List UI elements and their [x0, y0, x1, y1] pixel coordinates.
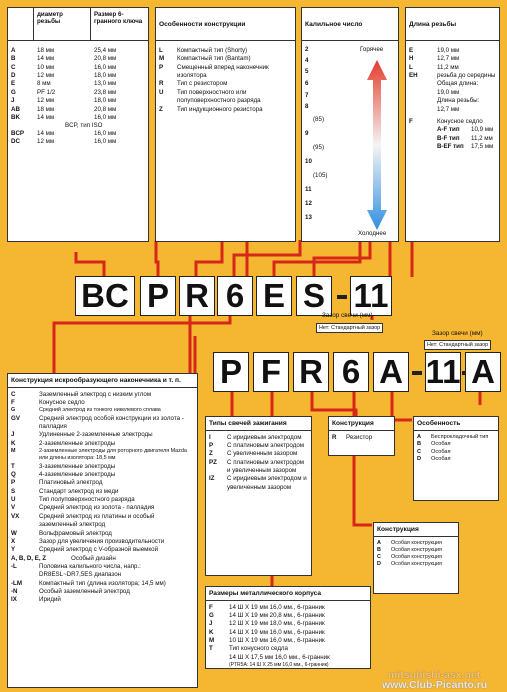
- table-row: [8, 130, 148, 138]
- thread-diameter: PF 1/2: [37, 88, 56, 96]
- row-value: Вольфрамовый электрод: [39, 529, 112, 537]
- row-key: P: [159, 63, 164, 71]
- row-value: резьба до середины: [437, 72, 496, 80]
- wrench-size-header: Размер 6-гранного ключа: [94, 11, 143, 26]
- row-key: M: [11, 448, 16, 455]
- row-key: A-F тип: [437, 126, 460, 134]
- heat-number: 2: [305, 46, 309, 53]
- table-row: [8, 114, 148, 122]
- total-length-label: Общая длина:: [437, 80, 479, 88]
- row-key: D: [417, 456, 422, 463]
- wrench-size: 13,0 мм: [94, 80, 117, 88]
- code-cell: R: [179, 276, 215, 316]
- thread-diameter: 12 мм: [37, 97, 55, 105]
- row-key: P: [209, 441, 214, 449]
- thread-diameter: 10 мм: [37, 63, 55, 71]
- watermark-1: mitsubishi-asx.net: [388, 669, 481, 681]
- row-value: С платиновым электродом и увеличенным зазором: [227, 458, 305, 475]
- table-row: [437, 143, 496, 151]
- row-key: D: [377, 561, 381, 568]
- row-key: -N: [11, 588, 18, 596]
- row-value: Резистор: [346, 433, 373, 441]
- row-key: K: [11, 439, 16, 447]
- table-row: [209, 629, 367, 637]
- table-row: [159, 55, 292, 63]
- table-row: [209, 612, 367, 620]
- code-cell: F: [253, 352, 289, 392]
- row-value: С иридиевым электродом и увеличенным зазором: [227, 475, 307, 491]
- wrench-size: 20,8 мм: [94, 55, 117, 63]
- row-value: С платиновым электродом: [227, 441, 305, 449]
- row-value: 11,2 мм: [471, 134, 493, 142]
- thread-diameter: 8 мм: [37, 80, 51, 88]
- table-row: [11, 496, 194, 504]
- table-row: [377, 547, 455, 554]
- table-row: [209, 450, 308, 458]
- row-key: M: [159, 55, 165, 63]
- wrench-size: 18,0 мм: [94, 97, 117, 105]
- row-key: G: [209, 611, 214, 619]
- thread-length-value: 12,7 мм: [437, 105, 460, 113]
- thread-code: BCP: [11, 129, 25, 137]
- row-key: J: [11, 431, 15, 439]
- row-value: Конусное седло: [39, 398, 85, 406]
- row-key: K: [209, 628, 214, 636]
- table-row: [417, 434, 495, 442]
- thread-code: BK: [11, 113, 20, 121]
- row-key: I: [209, 433, 211, 441]
- table-row: [209, 637, 367, 645]
- shell-key: T: [209, 645, 213, 653]
- row-value: 12 Ш X 19 мм 18,0 мм., 6-гранник: [229, 620, 325, 628]
- row-key: F: [11, 398, 15, 406]
- row-key: H: [409, 55, 414, 63]
- heat-number: (105): [313, 172, 328, 179]
- heat-number: 7: [305, 92, 309, 99]
- code-cell: 6: [217, 276, 253, 316]
- table-row: [11, 563, 194, 580]
- heat-number: (95): [313, 144, 325, 151]
- table-row: [8, 138, 148, 146]
- feature-rows-2: [414, 431, 498, 467]
- table-row: [11, 546, 194, 554]
- row-key: R: [159, 80, 164, 88]
- wrench-size: 20,8 мм: [94, 105, 117, 113]
- table-row: [11, 463, 194, 471]
- plug-types-rows: [206, 431, 311, 496]
- table-row: [417, 456, 495, 464]
- total-length-value: 19,0 мм: [437, 88, 460, 96]
- table-row: [11, 530, 194, 538]
- table-row: [377, 554, 455, 561]
- table-row: [159, 89, 292, 106]
- heat-number: 10: [305, 158, 312, 165]
- table-row: [409, 55, 496, 63]
- code-cell: A: [465, 352, 501, 392]
- row-value: 11,2 мм: [437, 63, 459, 71]
- reach-rows: [409, 47, 496, 80]
- row-key: B: [377, 546, 381, 553]
- row-key: E: [409, 47, 414, 54]
- row-key: C: [377, 554, 381, 561]
- thread-code: A: [11, 47, 16, 54]
- row-key: U: [159, 88, 164, 96]
- table-row: [8, 80, 148, 88]
- thread-code: B: [11, 55, 16, 63]
- table-row: [11, 407, 194, 414]
- gap-label-1: Зазор свечи (мм): [322, 312, 373, 319]
- table-row: [417, 441, 495, 449]
- table-row: [8, 106, 148, 114]
- wrench-size: 16,0 мм: [94, 113, 117, 121]
- features-title: Особенности конструкции: [156, 8, 295, 41]
- thread-rows: [8, 47, 148, 146]
- table-row: [8, 89, 148, 97]
- thread-diameter-box: [7, 7, 149, 242]
- taper-seat-label: Конусное седло: [437, 117, 483, 125]
- code-cell: P: [140, 276, 176, 316]
- row-value: Особая конструкция: [391, 554, 442, 561]
- bcp-note: BCP, тип ISO: [65, 122, 103, 130]
- thread-diameter-header: диаметр резьбы: [34, 8, 91, 40]
- code-cell: R: [293, 352, 329, 392]
- thread-diameter: 12 мм: [37, 138, 55, 146]
- table-row: [409, 72, 496, 80]
- firing-rows: [8, 388, 197, 608]
- wrench-size: 16,0 мм: [94, 129, 117, 137]
- heat-number: 13: [305, 214, 312, 221]
- row-value: Стандарт электрод из меди: [39, 487, 119, 495]
- table-row: [11, 538, 194, 546]
- table-row: [8, 64, 148, 72]
- row-value: Средний электрод с V-образной выемкой: [39, 546, 159, 554]
- watermark-2: www.Club-Picanto.ru: [382, 679, 488, 691]
- construction-box-2: [373, 522, 459, 594]
- heat-number: 12: [305, 200, 312, 207]
- table-row: [209, 475, 308, 492]
- row-key: M: [209, 637, 215, 645]
- row-key: IX: [11, 596, 17, 604]
- heat-number: 11: [305, 186, 312, 193]
- row-key: G: [11, 407, 16, 414]
- table-row: [11, 431, 194, 439]
- table-row: [159, 106, 292, 114]
- thread-code: AB: [11, 105, 20, 113]
- thread-diameter: 14 мм: [37, 55, 55, 63]
- code-cell: P: [213, 352, 249, 392]
- thread-diameter: 14 мм: [37, 129, 55, 137]
- table-row: [409, 47, 496, 55]
- thread-reach-box: [405, 7, 500, 242]
- row-key: GV: [11, 414, 20, 422]
- row-key: -LM: [11, 579, 22, 587]
- features-box: [155, 7, 296, 242]
- construction-title-1: Конструкция: [329, 417, 394, 431]
- row-key: VX: [11, 512, 20, 520]
- feature-box-2: [413, 416, 499, 501]
- row-key: X: [11, 537, 16, 545]
- row-value: Особая: [431, 456, 451, 463]
- plug-types-box: [205, 416, 312, 576]
- gap-note-2: Нет: Стандартный зазор: [424, 340, 491, 350]
- code-cell: S: [296, 276, 332, 316]
- table-row: [8, 55, 148, 63]
- thread-diameter: 18 мм: [37, 47, 55, 54]
- row-value: Средний электрод особой конструкции из золота - палладия: [39, 414, 184, 430]
- thread-code: E: [11, 80, 16, 88]
- row-value: Зазор для увеличения производительности: [39, 537, 165, 545]
- thread-reach-title: Длина резьбы: [406, 8, 499, 41]
- table-row: [159, 64, 292, 81]
- row-key: B: [417, 441, 422, 448]
- thread-code: C: [11, 63, 16, 71]
- row-key: IZ: [209, 475, 215, 483]
- row-key: L: [159, 47, 163, 54]
- table-row: [11, 555, 194, 563]
- thread-code: D: [11, 72, 16, 80]
- table-row: [11, 488, 194, 496]
- row-key: A: [417, 433, 422, 440]
- heat-number: 9: [305, 130, 309, 137]
- row-value: Тип полуповерхностного разряда: [39, 496, 135, 504]
- row-value: 14 Ш X 19 мм 16,0 мм., 6-гранник: [229, 628, 325, 636]
- table-row: [377, 561, 455, 568]
- thread-code: DC: [11, 138, 20, 146]
- heat-number: (85): [313, 116, 325, 123]
- heat-range-box: [301, 7, 399, 242]
- row-key: C: [11, 390, 16, 398]
- code-cell: 6: [333, 352, 369, 392]
- row-value: Средний электрод из платины и особый заземленный электрод: [39, 512, 155, 529]
- row-key: L: [409, 63, 413, 71]
- firing-end-box: [7, 373, 198, 688]
- table-row: [11, 415, 194, 432]
- table-row: [209, 434, 308, 442]
- shell-value: Тип конусного седла: [229, 645, 288, 653]
- row-value: 17,5 мм: [471, 142, 494, 150]
- row-value: Заземленный электрод с низким углом: [39, 390, 152, 398]
- row-key: PZ: [209, 458, 217, 466]
- row-value: Компактный тип (длина изолятора; 14,5 мм): [39, 579, 166, 587]
- row-key: P: [11, 479, 16, 487]
- code-separator: [412, 371, 422, 375]
- wrench-size: 16,0 мм: [94, 63, 117, 71]
- taper-seat-key: F: [409, 117, 413, 125]
- row-key: A, B, D, E, Z: [11, 554, 47, 562]
- taper-seat-rows: [409, 126, 496, 151]
- thread-diameter: 12 мм: [37, 72, 55, 80]
- table-row: [332, 434, 391, 442]
- row-key: R: [332, 433, 337, 441]
- heat-arrow-icon: [366, 58, 388, 233]
- row-key: Z: [209, 450, 213, 458]
- table-row: [11, 513, 194, 530]
- wrench-size: 16,0 мм: [94, 138, 117, 146]
- table-row: [409, 64, 496, 72]
- table-row: [437, 126, 496, 134]
- row-key: A: [377, 539, 381, 546]
- code-cell: BC: [75, 276, 135, 316]
- table-row: [8, 47, 148, 55]
- wrench-size: 18,0 мм: [94, 72, 117, 80]
- table-row: [11, 504, 194, 512]
- construction-title-2: Конструкция: [374, 523, 458, 537]
- table-row: [11, 580, 194, 588]
- wrench-size: 25,4 мм: [94, 47, 117, 54]
- row-value: Особый заземленный электрод: [39, 588, 130, 596]
- table-row: [11, 440, 194, 448]
- firing-end-title: Конструкция искрообразующего наконечника и т. п.: [8, 374, 197, 388]
- table-row: [159, 80, 292, 88]
- row-key: V: [11, 504, 16, 512]
- shell-rows: [209, 604, 367, 646]
- row-value: 12,7 мм: [437, 55, 460, 63]
- table-row: [209, 620, 367, 628]
- feature-title-2: Особенность: [414, 417, 498, 431]
- row-value: Тип с резистором: [177, 80, 228, 88]
- features-rows: [156, 41, 295, 120]
- row-value: Беспрокладочный тип: [431, 433, 489, 440]
- plug-types-title: Типы свечей зажигания: [206, 417, 311, 431]
- row-key: T: [11, 462, 15, 470]
- row-value: 2-заземленные электроды для роторного двигателя Mazda или длины изолятора: 18,5 мм: [39, 448, 187, 462]
- row-value: Удлиненные 2-заземленные электроды: [39, 431, 153, 439]
- thread-diameter: 18 мм: [37, 105, 55, 113]
- code-cell: 11: [425, 353, 461, 391]
- heat-number: 6: [305, 80, 309, 87]
- row-value: Особый дизайн: [71, 554, 116, 562]
- construction-rows-1: [329, 431, 394, 445]
- heat-number: 5: [305, 68, 309, 75]
- row-value: Средний электрод из золота - палладия: [39, 504, 155, 512]
- row-key: W: [11, 529, 17, 537]
- row-value: Средний электрод из тонкого никелевого сплава: [39, 407, 161, 414]
- row-key: F: [209, 603, 213, 611]
- shell-value: (PTR5A: 14 Ш X 25 мм 16,0 мм., 6-гранник): [229, 661, 329, 668]
- gap-label-2: Зазор свечи (мм): [432, 330, 483, 337]
- row-value: 2-заземленные электроды: [39, 439, 116, 447]
- wrench-size: 23,8 мм: [94, 88, 117, 96]
- table-row: [11, 448, 194, 463]
- thread-code: J: [11, 97, 15, 105]
- row-value: Половина калильного числа, напр.: DR8ESL~DR7,5ES диапазон: [39, 562, 141, 579]
- row-key: Y: [11, 546, 16, 554]
- code-cell: A: [373, 352, 409, 392]
- row-key: C: [417, 448, 422, 455]
- construction-rows-2: [374, 537, 458, 572]
- table-row: [8, 72, 148, 80]
- row-value: 19,0 мм: [437, 47, 460, 54]
- row-value: 4-заземленные электроды: [39, 470, 116, 478]
- row-key: U: [11, 496, 16, 504]
- heat-number: 8: [305, 103, 309, 110]
- shell-size-title: Размеры металлического корпуса: [206, 587, 370, 601]
- gap-note-1: Нет: Стандартный зазор: [316, 323, 383, 333]
- row-value: Особая конструкция: [391, 539, 442, 546]
- thread-length-label: Длина резьбы:: [437, 97, 480, 105]
- table-row: [11, 391, 194, 399]
- row-key: -L: [11, 562, 17, 570]
- table-row: [159, 47, 292, 55]
- row-value: 14 Ш X 19 мм 16,0 мм., 6-гранник: [229, 603, 325, 611]
- row-key: S: [11, 487, 16, 495]
- table-row: [209, 459, 308, 476]
- row-key: B-EF тип: [437, 142, 464, 150]
- row-key: B-F тип: [437, 134, 460, 142]
- table-row: [417, 449, 495, 457]
- row-value: Платиновый электрод: [39, 479, 103, 487]
- cold-label: Холоднее: [358, 230, 387, 237]
- row-value: Тип поверхностного или полуповерхностного разряда: [177, 88, 261, 105]
- hot-label: Горячее: [360, 46, 384, 53]
- table-row: [8, 97, 148, 105]
- table-row: [11, 588, 194, 596]
- table-row: [377, 540, 455, 547]
- row-value: Компактный тип (Bantam): [177, 55, 251, 63]
- row-value: 10,9 мм: [471, 126, 494, 134]
- row-value: Особая конструкция: [391, 561, 442, 568]
- row-value: Особая: [431, 441, 451, 448]
- row-key: J: [209, 620, 213, 628]
- row-value: Тип индукционного резистора: [177, 105, 263, 113]
- table-row: [209, 604, 367, 612]
- row-value: Иридий: [39, 596, 61, 604]
- code-separator: [337, 295, 347, 299]
- table-row: [11, 479, 194, 487]
- row-value: 3-заземленные электроды: [39, 462, 116, 470]
- table-row: [11, 471, 194, 479]
- table-row: [437, 135, 496, 143]
- code-cell: 11: [350, 276, 392, 316]
- code-cell: E: [256, 276, 292, 316]
- row-value: 14 Ш X 19 мм 20,8 мм., 6-гранник: [229, 611, 325, 619]
- heat-range-title: Калильное число: [302, 8, 398, 41]
- shell-value: 14 Ш X 17,5 мм 16,0 мм., 6-гранник: [229, 653, 330, 661]
- row-key: Z: [159, 105, 163, 113]
- row-value: Смещенный вперед наконечник изолятора: [177, 63, 269, 80]
- thread-code: G: [11, 88, 16, 96]
- row-value: С увеличенным зазором: [227, 450, 298, 458]
- shell-size-box: [205, 586, 371, 669]
- row-value: 10 Ш X 19 мм 16,0 мм., 6-гранник: [229, 637, 325, 645]
- row-value: С иридиевым электродом: [227, 433, 302, 441]
- table-row: [209, 442, 308, 450]
- row-key: EH: [409, 72, 418, 80]
- table-row: [11, 596, 194, 604]
- row-value: Особая конструкция: [391, 546, 442, 553]
- thread-diameter: 14 мм: [37, 113, 55, 121]
- row-value: Компактный тип (Shorty): [177, 47, 248, 54]
- row-key: Q: [11, 470, 16, 478]
- row-value: Особая: [431, 448, 451, 455]
- heat-number: 4: [305, 57, 309, 64]
- construction-box-1: [328, 416, 395, 456]
